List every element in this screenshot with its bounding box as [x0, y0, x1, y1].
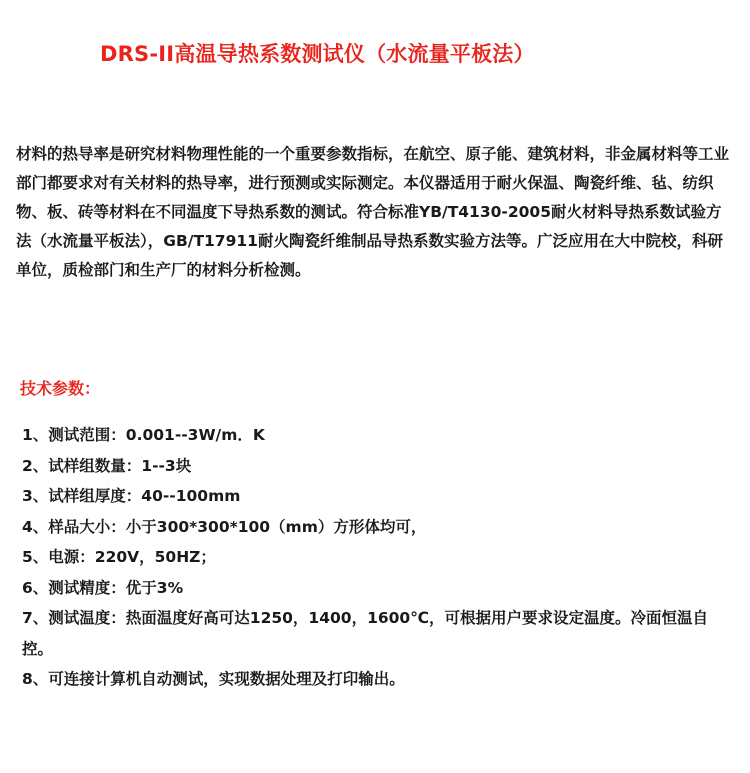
spec-item-power: 5、电源：220V，50HZ；	[22, 548, 216, 566]
spec-heading: 技术参数：	[20, 379, 101, 398]
intro-paragraph: 材料的热导率是研究材料物理性能的一个重要参数指标，在航空、原子能、建筑材料，非金属材料等工业部门都要求对有关材料的热导率，进行预测或实际测定。本仪器适用于耐火保温、陶瓷纤维、毡、纺织物、板、砖等材料在不同温度下导热系数的测试。符合标准YB/T4130-2005耐火材料导热系数试验方法（水流量平板法），GB/T17911耐火陶瓷纤维制品导热系数实验方法等。广泛应用在大中院校，科研单位，质检部门和生产厂的材料分析检测。	[16, 145, 730, 279]
spec-item-range: 1、测试范围：0.001--3W/m．K	[22, 426, 265, 444]
spec-item-sample-count: 2、试样组数量：1--3块	[22, 456, 192, 475]
spec-list	[22, 420, 734, 695]
spec-item-accuracy: 6、测试精度：优于3%	[22, 578, 184, 597]
document-title: DRS-II高温导热系数测试仪（水流量平板法）	[100, 42, 535, 66]
spec-item-size: 4、样品大小：小于300*300*100（mm）方形体均可，	[22, 517, 427, 536]
spec-item-temperature: 7、测试温度：热面温度好高可达1250，1400，1600℃，可根据用户要求设定温度。冷面恒温自控。	[22, 609, 708, 658]
spec-item-thickness: 3、试样组厚度：40--100mm	[22, 487, 241, 505]
spec-item-computer: 8、可连接计算机自动测试，实现数据处理及打印输出。	[22, 670, 405, 688]
